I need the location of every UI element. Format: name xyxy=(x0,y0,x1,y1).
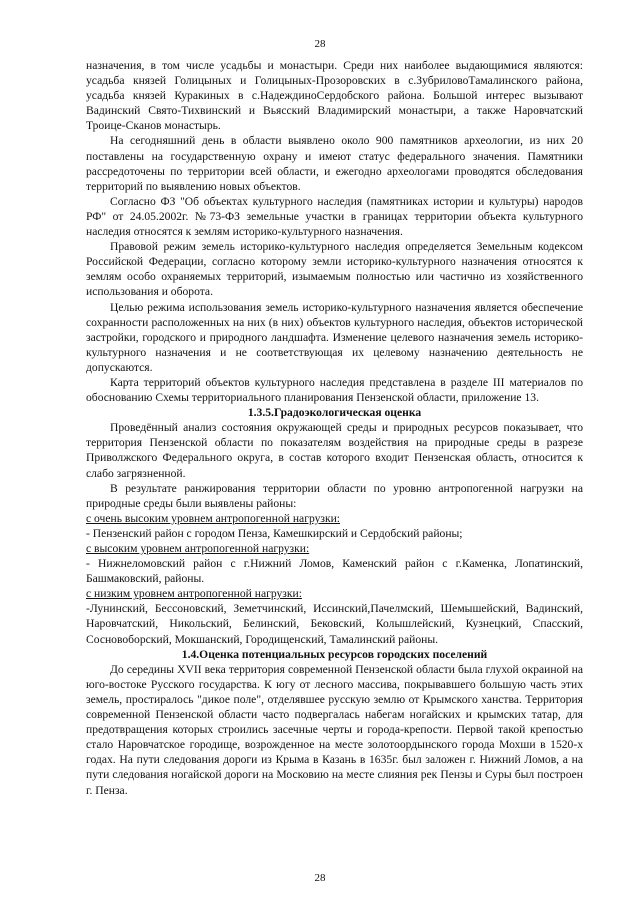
list-very-high-load: - Пензенский район с городом Пенза, Камешкирский и Сердобский районы; xyxy=(86,526,463,540)
paragraph-legal-regime: Правовой режим земель историко-культурного наследия определяется Земельным кодексом Российской Федерации, согласно которому земли историко-культурного назначения относятся к землям особо охраняемых территорий, изымаемым полностью или частично из хозяйственного использования и оборота. xyxy=(86,240,583,299)
list-low-load: -Лунинский, Бессоновский, Земетчинский, Иссинский,Пачелмский, Шемышейский, Вадинский, Наровчатский, Никольский, Белинский, Бековский, Колышлейский, Кузнецкий, Спасский, Сосновоборский, Мокшанский, Городищенский, Тамалинский районы. xyxy=(86,602,583,646)
paragraph-map-reference: Карта территорий объектов культурного наследия представлена в разделе III материалов по обоснованию Схемы территориального планирования Пензенской области, приложение 13. xyxy=(86,375,583,405)
label-low-load-text: с низким уровнем антропогенной нагрузки: xyxy=(86,587,302,601)
label-high-load xyxy=(86,541,583,556)
paragraph-history: До середины XVII века территория современной Пензенской области была глухой окраиной на юго-востоке Русского государства. К югу от лесного массива, покрывавшего большую часть этих земель, простиралось "дикое поле", отделявшее русскую землю от Крымского ханства. Территория современной Пензенской области часто подвергалась набегам ногайских и крымских татар, для предотвращения которых строились засечные черты и города-крепости. Первой такой крепостью стало Наровчатское городище, возрожденное на месте золотоордынского города Мохши в 1520-х годах. На пути следования дороги из Крыма в Казань в 1635г. был заложен г. Нижний Ломов, а на пути следования ногайской дороги на Московию на месте слияния рек Пензы и Суры был построен г. Пенза. xyxy=(86,662,583,797)
paragraph-monasteries: назначения, в том числе усадьбы и монастыри. Среди них наиболее выдающимися являются: усадьба князей Голицыных и Голицыных-Прозоровских в с.ЗубриловоТамалинского района, усадьба князей Куракиных в с.НадеждиноСердобского района. Большой интерес вызывают Вадинский Свято-Тихвинский и Вьясский Владимирский монастыри, а также Наровчатский Троице-Сканов монастырь. xyxy=(86,59,583,133)
page-number-bottom: 28 xyxy=(314,872,326,884)
paragraph-analysis: Проведённый анализ состояния окружающей среды и природных ресурсов показывает, что территория Пензенской области по показателям воздействия на природные среды в разрезе Приволжского Федерального округа, в состав которого входит Пензенская область, относится к слабо загрязненной. xyxy=(86,421,583,480)
paragraph-archaeology: На сегодняшний день в области выявлено около 900 памятников археологии, из них 20 поставлены на государственную охрану и имеют статус федерального значения. Памятники рассредоточены по территории всей области, и ежегодно археологами проводятся обследования территорий по выявлению новых объектов. xyxy=(86,134,583,193)
paragraph-regime-goal: Целью режима использования земель историко-культурного назначения является обеспечение сохранности расположенных на них (в них) объектов культурного наследия, объектов исторической застройки, городского и природного ландшафта. Изменение целевого назначения земель историко-культурного назначения и не соответствующая их целевому назначению деятельность не допускаются. xyxy=(86,300,583,374)
label-low-load xyxy=(86,586,583,601)
label-high-load-text: с высоким уровнем антропогенной нагрузки: xyxy=(86,542,310,555)
label-very-high-load-text: с очень высоким уровнем антропогенной нагрузки: xyxy=(86,511,341,525)
paragraph-ranking: В результате ранжирования территории области по уровню антропогенной нагрузки на природные среды были выявлены районы: xyxy=(86,481,583,510)
document-body xyxy=(86,58,583,798)
list-high-load: - Нижнеломовский район с г.Нижний Ломов, Каменский район с г.Каменка, Лопатинский, Башмаковский, районы. xyxy=(86,557,583,586)
section-heading-urban-ecology: 1.3.5.Градоэкологическая оценка xyxy=(247,406,422,420)
section-heading-urban-resources: 1.4.Оценка потенциальных ресурсов городских поселений xyxy=(181,647,488,661)
paragraph-federal-law: Согласно ФЗ "Об объектах культурного наследия (памятниках истории и культуры) народов РФ" от 24.05.2002г. №73-ФЗ земельные участки в границах территории объекта культурного наследия относятся к землям историко-культурного назначения. xyxy=(86,194,583,239)
label-very-high-load xyxy=(86,511,583,526)
page-number-top: 28 xyxy=(314,38,326,50)
